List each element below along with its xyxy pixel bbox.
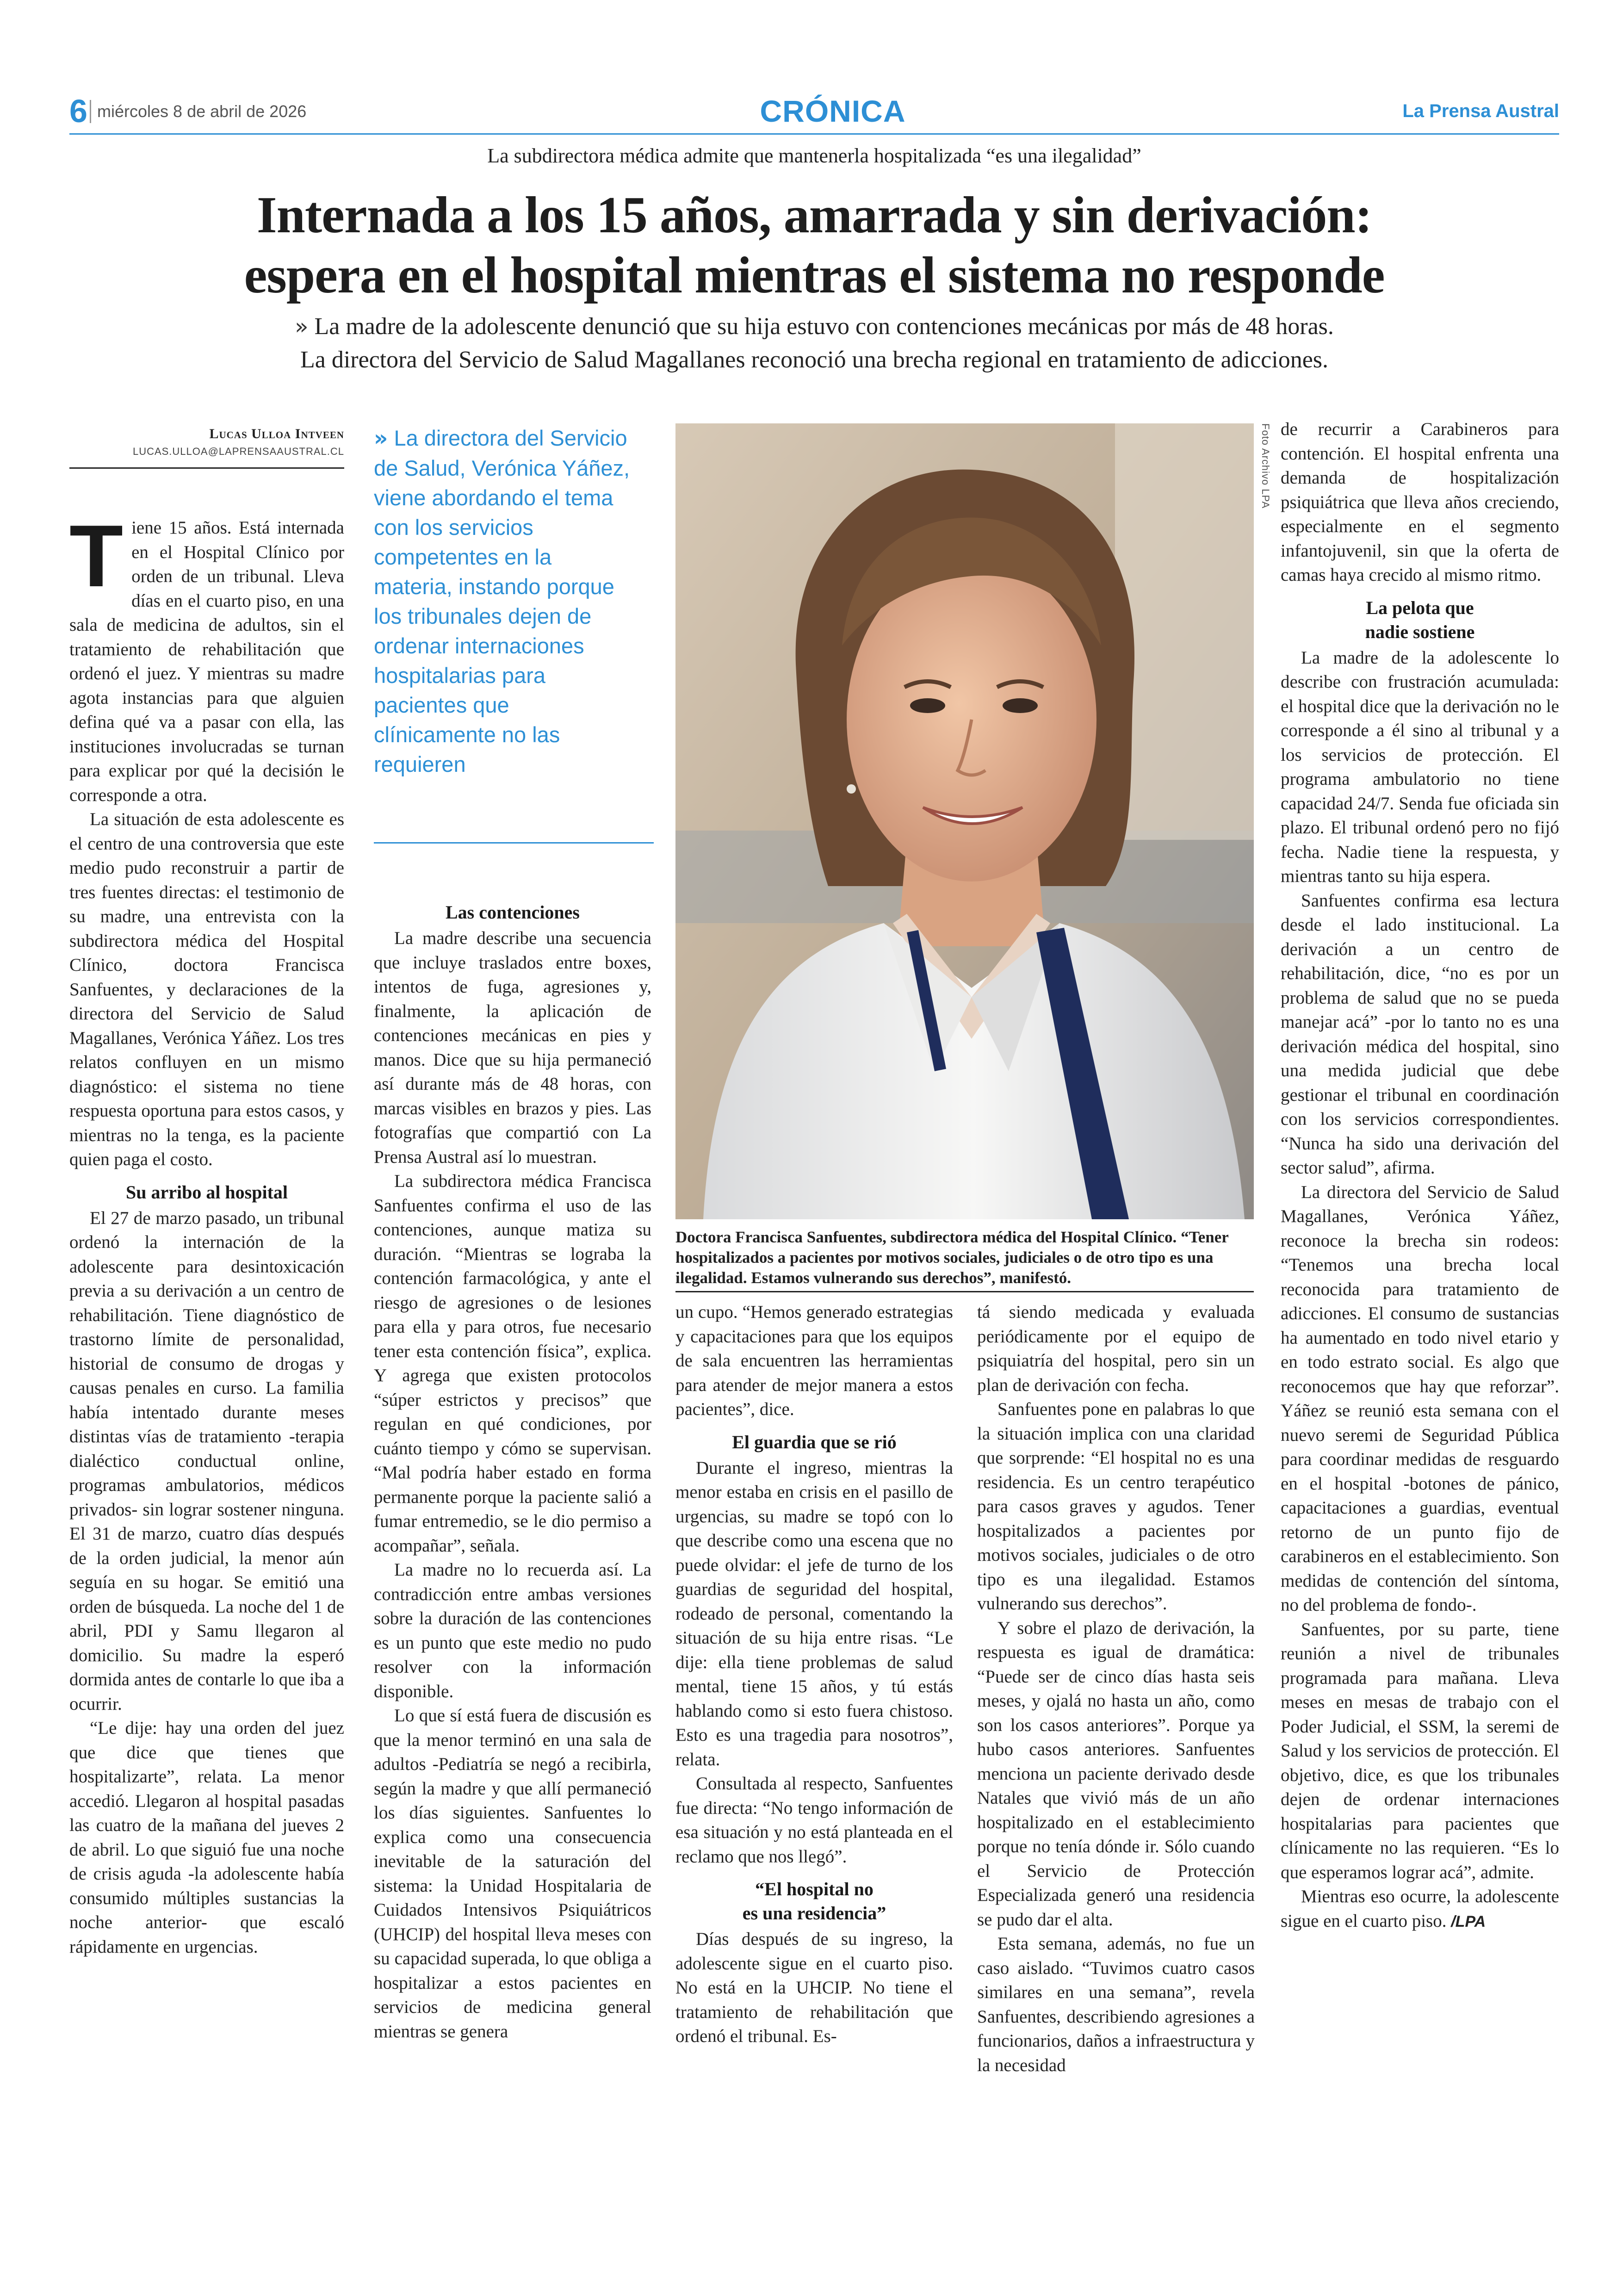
- paragraph: Lo que sí está fuera de discusión es que la menor terminó en una sala de adultos -Pediatría se negó a recibirla, según la madre y que allí permaneció los días siguientes. Sanfuentes lo explica como una consecuencia inevitable de la saturación del sistema: la Unidad Hospitalaria de Cuidados Intensivos Psiquiátricos (UHCIP) del hospital lleva meses con su capacidad superada, lo que obliga a hospitalizar a estos pacientes en servicios de medicina general mientras se genera: [374, 1706, 651, 2042]
- paragraph: Esta semana, además, no fue un caso aislado. “Tuvimos cuatro casos similares en una semana”, revela Sanfuentes, describiendo agresiones a funcionarios, daños a infraestructura y la necesidad: [977, 1934, 1255, 2075]
- paragraph: La situación de esta adolescente es el centro de una controversia que este medio pudo reconstruir a partir de tres fuentes directas: el testimonio de su madre, una entrevista con la subdirectora médica del Hospital Clínico, doctora Francisca Sanfuentes, y declaraciones de la directora del Servicio de Salud Magallanes, Verónica Yáñez. Los tres relatos confluyen en un mismo diagnóstico: el sistema no tiene respuesta oportuna para estos casos, y mientras no la tenga, es la paciente quien paga el costo.: [69, 809, 344, 1169]
- paragraph: tá siendo medicada y evaluada periódicamente por el equipo de psiquiatría del hospital, pero sin un plan de derivación con fecha.: [977, 1302, 1255, 1395]
- pull-quote: [374, 423, 633, 779]
- drop-cap: T: [69, 507, 124, 605]
- paragraph: La subdirectora médica Francisca Sanfuentes confirma el uso de las contenciones, aunque matiza su duración. “Mientras se lograba la contención farmacológica, y ante el riesgo de agresiones o de lesiones para ella y para otros, fue necesario tener esta contención física”, explica. Y agrega que existen protocolos “súper estrictos y precisos” que regulan en qué condiciones, por cuánto tiempo y cómo se supervisan. “Mal podría haber estado en forma permanente porque la paciente salió a fumar entremedio, se le dio permiso a acompañar”, señala.: [374, 1171, 651, 1556]
- paragraph: Sanfuentes pone en palabras lo que la situación implica con una claridad que sorprende: “El hospital no es una residencia. Es un centro terapéutico para casos graves y agudos. Tener hospitalizados a pacientes por motivos sociales, judiciales o de otro tipo es una ilegalidad. Estamos vulnerando sus derechos”.: [977, 1399, 1255, 1613]
- column-4: [977, 1300, 1255, 2203]
- paragraph: Durante el ingreso, mientras la menor estaba en crisis en el pasillo de urgencias, su madre se topó con lo que describe como una escena que no puede olvidar: el jefe de turno de los guardias de seguridad del hospital, rodeado de personal, comentando la situación de su hija entre risas. “Le dije: ella tiene problemas de salud mental, tiene 15 años, y tú estás hablando como si esto fuera chistoso. Esto es una tragedia para nosotros”, relata.: [675, 1458, 953, 1769]
- subheading: Su arribo al hospital: [125, 1181, 288, 1203]
- subheading: [1281, 596, 1559, 644]
- subheading-line-1: “El hospital no: [755, 1879, 873, 1899]
- headline-line-1: Internada a los 15 años, amarrada y sin derivación:: [257, 186, 1372, 244]
- subheading: [675, 1877, 953, 1925]
- paragraph: La directora del Servicio de Salud Magallanes, Verónica Yáñez, reconoce la brecha sin rodeos: “Tenemos una brecha local reconocida para tratamiento de adicciones. El consumo de sustancias ha aumentado en todo nivel etario y en todo estrato social. Es algo que reconocemos que hay que reforzar”. Yáñez se reunió esta semana con el nuevo seremi de Seguridad Pública para coordinar medidas de resguardo en el hospital -botones de pánico, capacitaciones a guardias, eventual retorno de un punto fijo de carabineros en el establecimiento. Son medidas de contención del síntoma, no del problema de fondo-.: [1281, 1182, 1559, 1615]
- subheading: El guardia que se rió: [732, 1431, 897, 1452]
- header-separator: [90, 100, 91, 123]
- pullquote-arrow-icon: »: [374, 426, 388, 451]
- issue-date: miércoles 8 de abril de 2026: [97, 102, 307, 121]
- byline: [69, 425, 344, 460]
- paragraph: de recurrir a Carabineros para contención. El hospital enfrenta una demanda de hospitalización psiquiátrica que lleva años creciendo, especialmente en el segmento infantojuvenil, sin que la oferta de camas haya crecido al mismo ritmo.: [1281, 419, 1559, 585]
- caption-bold: Doctora Francisca Sanfuentes, subdirectora médica del Hospital Clínico.: [675, 1228, 1177, 1246]
- newspaper-brand: La Prensa Austral: [1402, 101, 1559, 121]
- paragraph: “Le dije: hay una orden del juez que dice que tienes que hospitalizarte”, relata. La menor accedió. Llegaron al hospital pasadas las cuatro de la mañana del jueves 2 de abril. Lo que siguió fue una noche de crisis aguda -la adolescente había consumido múltiples sustancias la noche anterior- que escaló rápidamente en urgencias.: [69, 1718, 344, 1957]
- column-3: [675, 1300, 953, 2203]
- deck: [116, 310, 1513, 377]
- paragraph: [1281, 1885, 1559, 1934]
- paragraph: Y sobre el plazo de derivación, la respuesta es igual de dramática: “Puede ser de cinco días hasta seis meses, y ojalá no hasta un año, como son los casos anteriores”. Porque ya hubo casos anteriores. Sanfuentes menciona un paciente derivado desde Natales que vivió más de un año hospitalizado en el establecimiento porque no tenía dónde ir. Sólo cuando el Servicio de Protección Especializada generó una residencia se pudo dar el alta.: [977, 1618, 1255, 1930]
- column-5: [1281, 417, 1559, 2203]
- paragraph-text: iene 15 años. Está internada en el Hospital Clínico por orden de un tribunal. Lleva días en el cuarto piso, en una sala de medicina de adultos, sin el tratamiento de rehabilitación que ordenó el juez. Y mientras su madre agota instancias para que alguien defina qué va a pasar con ella, las instituciones involucradas se turnan para explicar por qué la decisión le corresponde a otra.: [69, 518, 344, 805]
- portrait-photo: [675, 423, 1254, 1219]
- paragraph: La madre de la adolescente lo describe con frustración acumulada: el hospital dice que la derivación no le corresponde a él sino al tribunal y a los servicios de protección. El programa ambulatorio no tiene capacidad 24/7. Senda fue oficiada sin plazo. El tribunal ordenó pero no fijó fecha. Nadie tiene la respuesta, y mientras tanto su hija espera.: [1281, 647, 1559, 886]
- deck-arrow-icon: »: [295, 314, 309, 340]
- subheading-line-1: La pelota que: [1366, 597, 1474, 618]
- deck-line-2: La directora del Servicio de Salud Magallanes reconoció una brecha regional en tratamiento de adicciones.: [300, 347, 1329, 373]
- header-rule: [69, 133, 1559, 135]
- paragraph: Sanfuentes confirma esa lectura desde el lado institucional. La derivación a un centro de rehabilitación, dice, “no es por un problema de salud que no se pueda manejar acá” -por lo tanto no es una derivación médica del hospital, sino una medida judicial que debe gestionar el tribunal en coordinación con los servicios correspondientes. “Nunca ha sido una derivación del sector salud”, afirma.: [1281, 890, 1559, 1178]
- page-number: 6: [69, 93, 87, 129]
- paragraph: El 27 de marzo pasado, un tribunal ordenó la internación de la adolescente para desintoxicación previa a su derivación a un centro de rehabilitación. Tiene diagnóstico de trastorno límite de personalidad, historial de consumo de drogas y causas penales en curso. La familia había intentado durante meses distintas vías de tratamiento -terapia dialéctico conductual online, programas ambulatorios, médicos privados- sin lograr sostener ninguna. El 31 de marzo, cuatro días después de la orden judicial, la menor aún seguía en su hogar. Se emitió una orden de búsqueda. La noche del 1 de abril, PDI y Samu llegaron al domicilio. Su madre la esperó dormida antes de contarle lo que iba a ocurrir.: [69, 1208, 344, 1714]
- photo-credit: [1258, 423, 1276, 562]
- byline-rule: [69, 467, 344, 469]
- caption-quote: “Tener hospitalizados a pacientes por motivos sociales, judiciales o de otro tipo es una ilegalidad. Estamos vulnerando sus derechos”, manifestó.: [675, 1228, 1229, 1287]
- headline: [69, 185, 1559, 305]
- paragraph: Días después de su ingreso, la adolescente sigue en el cuarto piso. No está en la UHCIP. No tiene el tratamiento de rehabilitación que ordenó el tribunal. Es-: [675, 1929, 953, 2046]
- byline-email: LUCAS.ULLOA@LAPRENSAAUSTRAL.CL: [132, 446, 344, 457]
- byline-name: Lucas Ulloa Intveen: [209, 426, 344, 441]
- subheading: Las contenciones: [446, 902, 580, 923]
- column-2: [374, 892, 651, 2202]
- photo-credit-text: Foto Archivo LPA: [1260, 423, 1271, 509]
- pullquote-text: La directora del Servicio de Salud, Verónica Yáñez, viene abordando el tema con los servicios competentes en la materia, instando porque los tribunales dejen de ordenar internaciones hospitalarias para pacientes que clínicamente no las requieren: [374, 426, 630, 776]
- paragraph: Consultada al respecto, Sanfuentes fue directa: “No tengo información de esa situación y no está planteada en el reclamo que nos llegó”.: [675, 1774, 953, 1867]
- page-header: [69, 93, 1559, 130]
- subheading-line-2: es una residencia”: [742, 1903, 886, 1924]
- paragraph: Sanfuentes, por su parte, tiene reunión a nivel de tribunales programada para mañana. Lleva meses en mesas de trabajo con el Poder Judicial, el SSM, la seremi de Salud y los servicios de protección. El objetivo, dice, es que los tribunales dejen de ordenar internaciones hospitalarias para pacientes que clínicamente no las requieren. “Es lo que esperamos lograr acá”, admite.: [1281, 1619, 1559, 1882]
- headline-line-2: espera en el hospital mientras el sistema no responde: [244, 247, 1385, 304]
- paragraph: [69, 507, 344, 807]
- signoff: /LPA: [1451, 1912, 1486, 1930]
- kicker: La subdirectora médica admite que mantenerla hospitalizada “es una ilegalidad”: [487, 144, 1141, 167]
- paragraph: un cupo. “Hemos generado estrategias y capacitaciones para que los equipos de sala encuentren las herramientas para atender de mejor manera a estos pacientes”, dice.: [675, 1302, 953, 1419]
- pullquote-rule: [374, 842, 654, 844]
- caption-rule: [675, 1291, 1254, 1292]
- portrait-illustration: [675, 423, 1254, 1219]
- paragraph: La madre no lo recuerda así. La contradicción entre ambas versiones sobre la duración de las contenciones es un punto que este medio no pudo resolver con la información disponible.: [374, 1560, 651, 1701]
- section-name: CRÓNICA: [760, 94, 906, 128]
- paragraph-text: Mientras eso ocurre, la adolescente sigue en el cuarto piso.: [1281, 1886, 1559, 1931]
- subheading-line-2: nadie sostiene: [1365, 621, 1475, 642]
- photo-caption: [675, 1227, 1254, 1288]
- column-1: [69, 507, 344, 2200]
- paragraph: La madre describe una secuencia que incluye traslados entre boxes, intentos de fuga, agresiones y, finalmente, la aplicación de contenciones mecánicas en pies y manos. Dice que su hija permaneció así durante más de 48 horas, con marcas visibles en brazos y pies. Las fotografías que compartió con La Prensa Austral así lo muestran.: [374, 928, 651, 1167]
- deck-line-1: La madre de la adolescente denunció que su hija estuvo con contenciones mecánicas por más de 48 horas.: [314, 313, 1334, 340]
